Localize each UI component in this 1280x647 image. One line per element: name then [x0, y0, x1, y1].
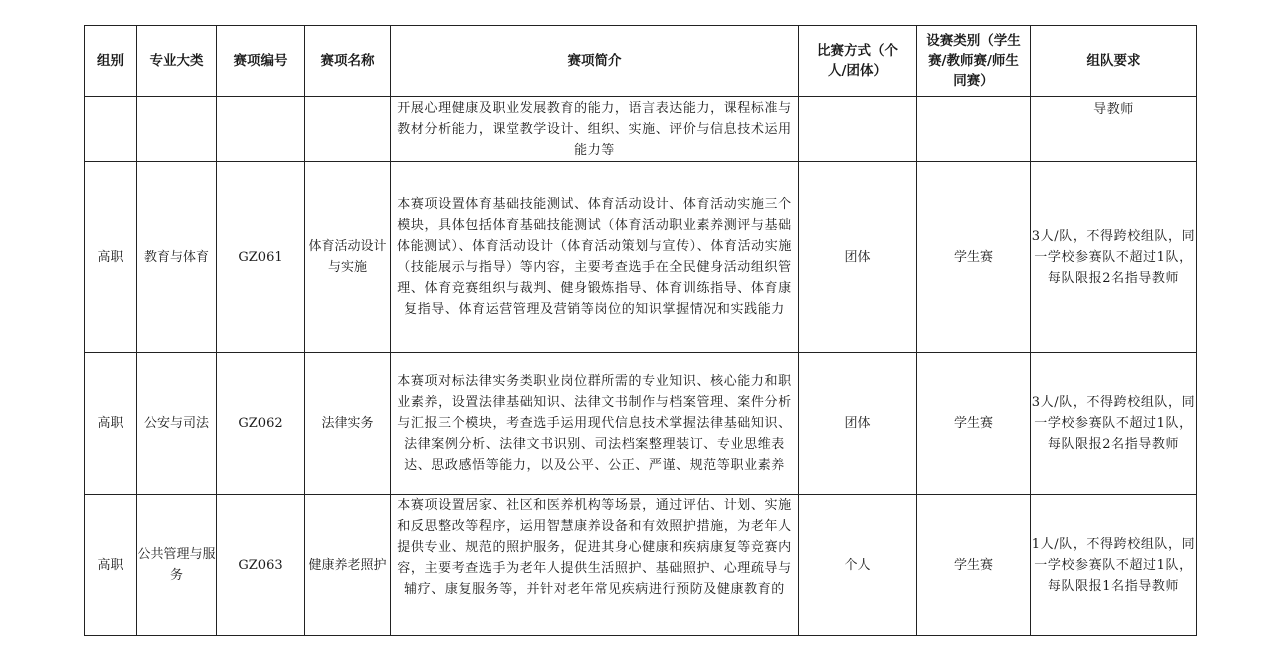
- cell-group: 高职: [85, 495, 137, 636]
- header-category: 设赛类别（学生赛/教师赛/师生同赛）: [917, 26, 1031, 97]
- header-group: 组别: [85, 26, 137, 97]
- cell-mode: 团体: [799, 353, 917, 495]
- table-row: [85, 162, 1197, 353]
- cell-code: GZ062: [217, 353, 305, 495]
- cell-intro: 本赛项设置居家、社区和医养机构等场景，通过评估、计划、实施和反思整改等程序，运用智慧康养设备和有效照护措施，为老年人提供专业、规范的照护服务，促进其身心健康和疾病康复等竞赛内容，主要考查选手为老年人提供生活照护、基础照护、心理疏导与辅疗、康复服务等，并针对老年常见疾病进行预防及健康教育的: [391, 495, 799, 636]
- cell-category: 学生赛: [917, 162, 1031, 353]
- cell-category: 学生赛: [917, 353, 1031, 495]
- cell-major: 公共管理与服务: [137, 495, 217, 636]
- table-row: [85, 353, 1197, 495]
- header-code: 赛项编号: [217, 26, 305, 97]
- cell-group: 高职: [85, 353, 137, 495]
- cell-mode: 团体: [799, 162, 917, 353]
- cell-category: [917, 97, 1031, 162]
- cell-major: 公安与司法: [137, 353, 217, 495]
- header-name: 赛项名称: [305, 26, 391, 97]
- cell-team: 导教师: [1031, 97, 1197, 162]
- header-team: 组队要求: [1031, 26, 1197, 97]
- header-mode: 比赛方式（个人/团体）: [799, 26, 917, 97]
- cell-mode: [799, 97, 917, 162]
- cell-team: 1人/队，不得跨校组队，同一学校参赛队不超过1队，每队限报1名指导教师: [1031, 495, 1197, 636]
- cell-name: 法律实务: [305, 353, 391, 495]
- cell-group: 高职: [85, 162, 137, 353]
- cell-major: 教育与体育: [137, 162, 217, 353]
- header-row: [85, 26, 1197, 97]
- competition-table: [84, 25, 1197, 636]
- cell-team: 3人/队，不得跨校组队，同一学校参赛队不超过1队，每队限报2名指导教师: [1031, 353, 1197, 495]
- table-row: [85, 97, 1197, 162]
- cell-code: [217, 97, 305, 162]
- cell-intro: 本赛项设置体育基础技能测试、体育活动设计、体育活动实施三个模块，具体包括体育基础技能测试（体育活动职业素养测评与基础体能测试）、体育活动设计（体育活动策划与宣传）、体育活动实施（技能展示与指导）等内容，主要考查选手在全民健身活动组织管理、体育竞赛组织与裁判、健身锻炼指导、体育训练指导、体育康复指导、体育运营管理及营销等岗位的知识掌握情况和实践能力: [391, 162, 799, 353]
- cell-name: [305, 97, 391, 162]
- cell-group: [85, 97, 137, 162]
- cell-intro: 开展心理健康及职业发展教育的能力，语言表达能力，课程标准与教材分析能力，课堂教学设计、组织、实施、评价与信息技术运用能力等: [391, 97, 799, 162]
- cell-code: GZ061: [217, 162, 305, 353]
- cell-team: 3人/队，不得跨校组队，同一学校参赛队不超过1队，每队限报2名指导教师: [1031, 162, 1197, 353]
- cell-code: GZ063: [217, 495, 305, 636]
- cell-mode: 个人: [799, 495, 917, 636]
- cell-intro: 本赛项对标法律实务类职业岗位群所需的专业知识、核心能力和职业素养，设置法律基础知识、法律文书制作与档案管理、案件分析与汇报三个模块，考查选手运用现代信息技术掌握法律基础知识、法律案例分析、法律文书识别、司法档案整理装订、专业思维表达、思政感悟等能力，以及公平、公正、严谨、规范等职业素养: [391, 353, 799, 495]
- cell-name: 健康养老照护: [305, 495, 391, 636]
- header-major: 专业大类: [137, 26, 217, 97]
- header-intro: 赛项简介: [391, 26, 799, 97]
- table-row: [85, 495, 1197, 636]
- cell-category: 学生赛: [917, 495, 1031, 636]
- cell-major: [137, 97, 217, 162]
- cell-name: 体育活动设计与实施: [305, 162, 391, 353]
